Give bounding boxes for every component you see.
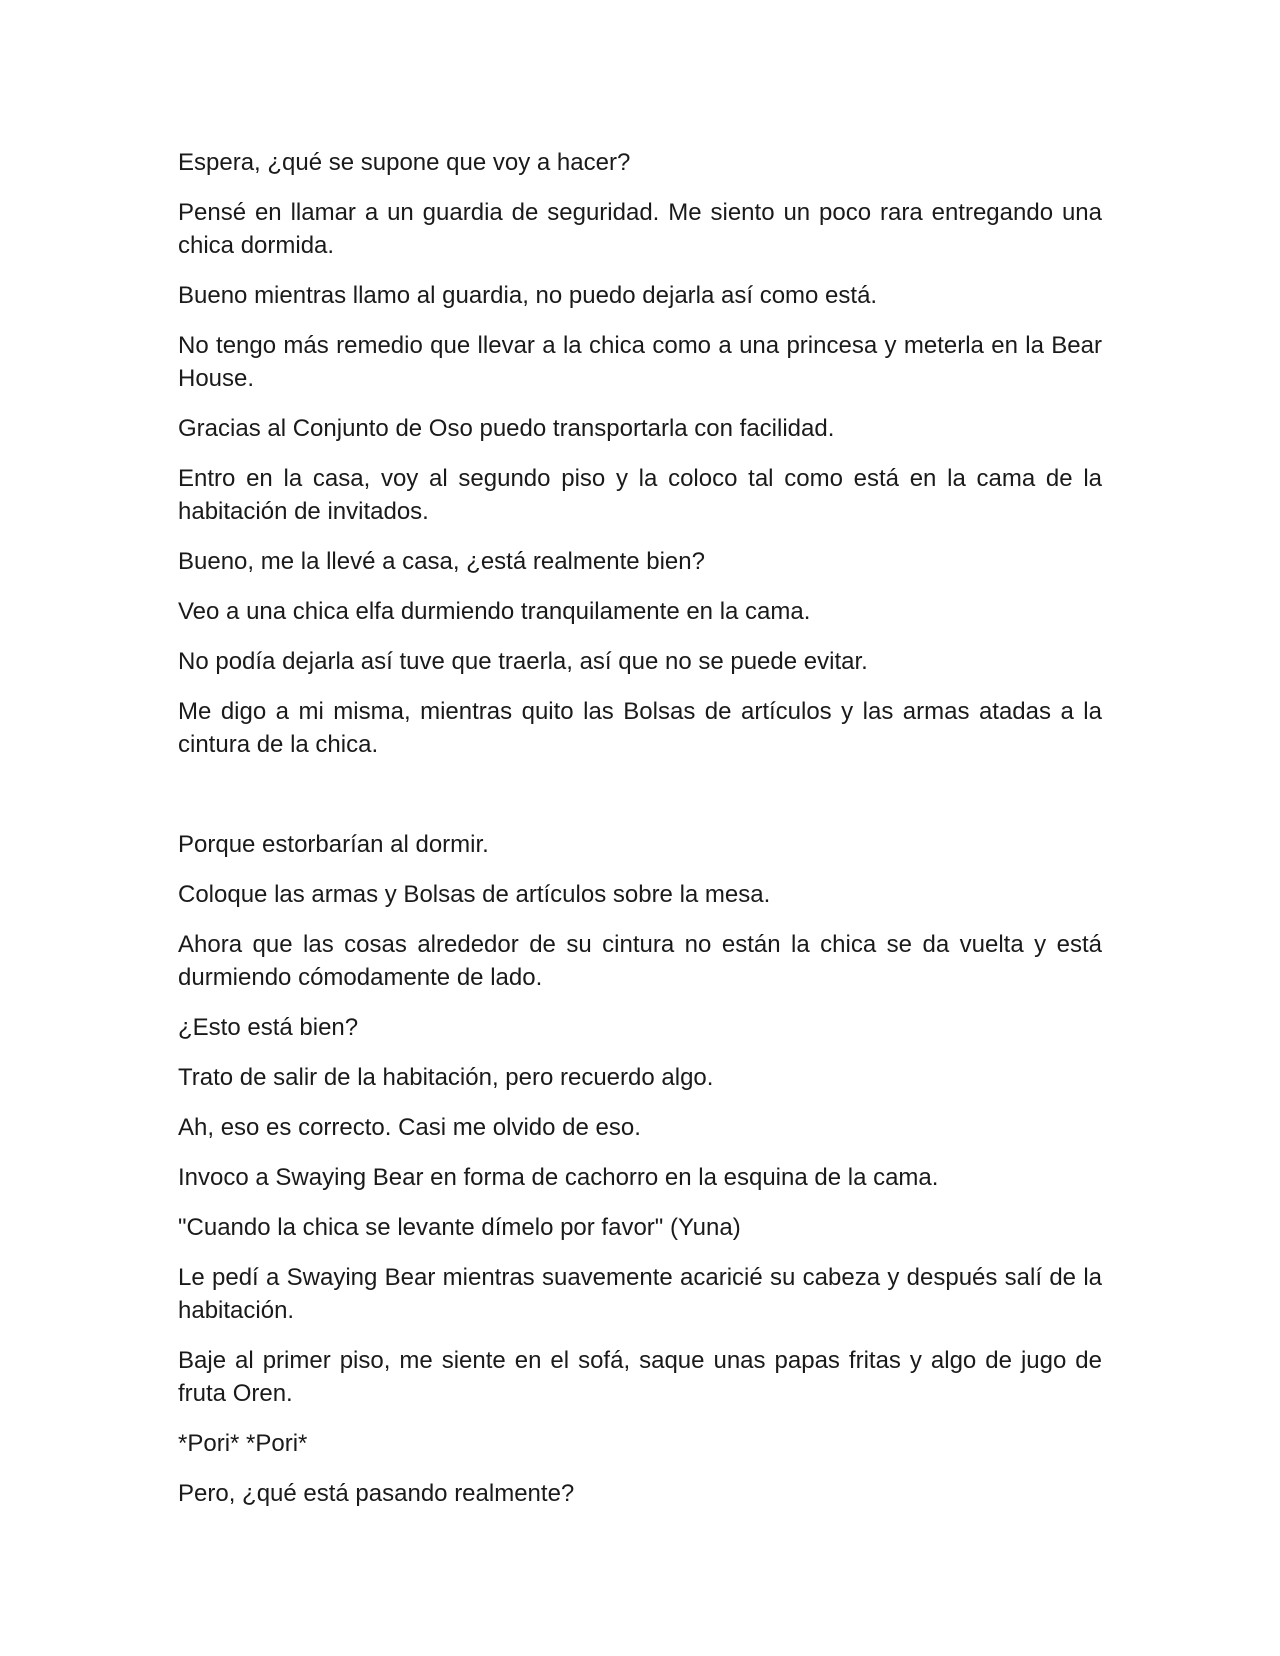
- paragraph: Coloque las armas y Bolsas de artículos sobre la mesa.: [178, 881, 771, 908]
- paragraph: Me digo a mi misma, mientras quito las Bolsas de artículos y las armas atadas a la cintura de la chica.: [178, 698, 1102, 758]
- paragraph: Gracias al Conjunto de Oso puedo transportarla con facilidad.: [178, 415, 835, 442]
- paragraph: Bueno mientras llamo al guardia, no puedo dejarla así como está.: [178, 282, 878, 309]
- paragraph: "Cuando la chica se levante dímelo por favor" (Yuna): [178, 1214, 741, 1241]
- paragraph: Bueno, me la llevé a casa, ¿está realmente bien?: [178, 548, 705, 575]
- paragraph: Espera, ¿qué se supone que voy a hacer?: [178, 149, 631, 176]
- paragraph: Porque estorbarían al dormir.: [178, 831, 489, 858]
- paragraph: Entro en la casa, voy al segundo piso y la coloco tal como está en la cama de la habitación de invitados.: [178, 465, 1102, 525]
- paragraph: Ah, eso es correcto. Casi me olvido de eso.: [178, 1114, 641, 1141]
- document-page: [178, 146, 1102, 1527]
- paragraph: ¿Esto está bien?: [178, 1014, 359, 1041]
- paragraph: Invoco a Swaying Bear en forma de cachorro en la esquina de la cama.: [178, 1164, 939, 1191]
- paragraph: Le pedí a Swaying Bear mientras suavemente acaricié su cabeza y después salí de la habitación.: [178, 1264, 1102, 1324]
- paragraph: Pensé en llamar a un guardia de seguridad. Me siento un poco rara entregando una chica dormida.: [178, 199, 1102, 259]
- paragraph: Ahora que las cosas alrededor de su cintura no están la chica se da vuelta y está durmiendo cómodamente de lado.: [178, 931, 1102, 991]
- paragraph: No tengo más remedio que llevar a la chica como a una princesa y meterla en la Bear House.: [178, 332, 1102, 392]
- paragraph: Trato de salir de la habitación, pero recuerdo algo.: [178, 1064, 714, 1091]
- paragraph: Veo a una chica elfa durmiendo tranquilamente en la cama.: [178, 598, 811, 625]
- paragraph: No podía dejarla así tuve que traerla, así que no se puede evitar.: [178, 648, 868, 675]
- paragraph: Pero, ¿qué está pasando realmente?: [178, 1480, 575, 1507]
- paragraph: Baje al primer piso, me siente en el sofá, saque unas papas fritas y algo de jugo de fruta Oren.: [178, 1347, 1102, 1407]
- paragraph: *Pori* *Pori*: [178, 1430, 308, 1457]
